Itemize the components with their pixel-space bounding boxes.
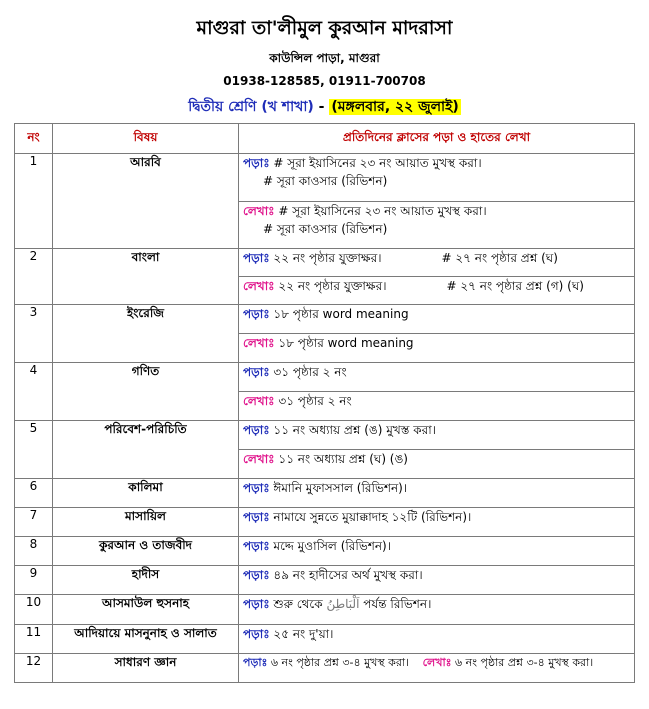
read-text: ১৮ পৃষ্ঠার word meaning [273,307,409,321]
row-subject: পরিবেশ-পরিচিতি [53,421,239,479]
write-label: লেখাঃ [422,656,452,669]
write-text: ৩১ পৃষ্ঠার ২ নং [278,394,352,408]
write-text-2: # সূরা কাওসার (রিভিশন) [263,222,388,236]
header-subject: বিষয় [53,124,239,154]
write-cell [239,277,635,305]
row-subject: কুরআন ও তাজবীদ [53,537,239,566]
school-title: মাগুরা তা'লীমুল কুরআন মাদরাসা [196,17,453,39]
row-number: 5 [15,421,53,479]
row-number: 6 [15,479,53,508]
read-text: ঈমানি মুফাসসাল (রিভিশন)। [273,481,408,495]
read-cell [239,625,635,654]
table-row [15,595,635,625]
row-subject: আদিয়ায়ে মাসনুনাহ ও সালাত [53,625,239,654]
row-number: 1 [15,154,53,249]
read-tail: পর্যন্ত রিভিশন। [363,597,432,611]
row-subject: ইংরেজি [53,305,239,363]
read-label: পড়াঃ [243,423,270,437]
read-label: পড়াঃ [243,156,270,170]
read-label: পড়াঃ [243,251,270,265]
read-label: পড়াঃ [243,656,268,669]
write-text: ২২ নং পৃষ্ঠার যুক্তাক্ষর। [278,279,387,293]
write-text-b: # ২৭ নং পৃষ্ঠার প্রশ্ন (গ) (ঘ) [446,279,584,293]
header-number: নং [15,124,53,154]
read-cell [239,654,635,683]
read-text: ২৫ নং দু'য়া। [273,627,334,641]
read-cell [239,421,635,450]
row-number: 12 [15,654,53,683]
write-text: ১১ নং অধ্যায় প্রশ্ন (ঘ) (ঙ) [278,452,408,466]
row-number: 10 [15,595,53,625]
table-row [15,479,635,508]
row-subject: হাদীস [53,566,239,595]
header-tasks: প্রতিদিনের ক্লাসের পড়া ও হাতের লেখা [239,124,635,154]
class-date-line [0,95,649,119]
read-label: পড়াঃ [243,365,270,379]
read-label: পড়াঃ [243,627,270,641]
row-number: 8 [15,537,53,566]
row-number: 11 [15,625,53,654]
routine-table [14,123,635,683]
row-number: 9 [15,566,53,595]
read-text: ১১ নং অধ্যায় প্রশ্ন (ঙ) মুখস্ত করা। [273,423,436,437]
read-text: ৩১ পৃষ্ঠার ২ নং [273,365,347,379]
read-label: পড়াঃ [243,510,270,524]
read-text-b: # ২৭ নং পৃষ্ঠার প্রশ্ন (ঘ) [441,251,558,265]
write-label: লেখাঃ [243,279,275,293]
read-label: পড়াঃ [243,539,270,553]
row-subject: বাংলা [53,249,239,305]
read-label: পড়াঃ [243,307,270,321]
read-label: পড়াঃ [243,597,270,611]
read-cell [239,508,635,537]
write-cell [239,450,635,479]
row-subject: মাসায়িল [53,508,239,537]
table-row [15,421,635,450]
read-cell [239,363,635,392]
read-cell [239,566,635,595]
read-text: নামাযে সুন্নতে মুয়াক্কাদাহ ১২টি (রিভিশন)। [273,510,472,524]
table-row [15,566,635,595]
read-cell [239,537,635,566]
read-text: ২২ নং পৃষ্ঠার যুক্তাক্ষর। [273,251,382,265]
row-subject: কালিমা [53,479,239,508]
read-text-2: # সূরা কাওসার (রিভিশন) [263,174,388,188]
row-number: 7 [15,508,53,537]
table-row [15,249,635,277]
read-cell [239,249,635,277]
date-highlight: (মঙ্গলবার, ২২ জুলাই) [331,99,459,115]
table-row [15,537,635,566]
row-subject: সাধারণ জ্ঞান [53,654,239,683]
read-cell [239,479,635,508]
row-number: 4 [15,363,53,421]
table-row [15,363,635,392]
write-label: লেখাঃ [243,336,275,350]
row-subject: আসমাউল হুসনাহ [53,595,239,625]
read-text: শুরু থেকে [273,597,323,611]
read-label: পড়াঃ [243,568,270,582]
phone-numbers: 01938-128585, 01911-700708 [223,74,426,88]
write-text: ১৮ পৃষ্ঠার word meaning [278,336,414,350]
row-number: 3 [15,305,53,363]
table-row [15,305,635,334]
table-header-row [15,124,635,154]
read-label: পড়াঃ [243,481,270,495]
separator-dash: - [313,99,330,115]
table-row [15,508,635,537]
read-text: ৬ নং পৃষ্ঠার প্রশ্ন ৩-৪ মুখস্থ করা। [270,656,410,669]
write-cell [239,202,635,249]
read-text: মদ্দে মুওাসিল (রিভিশন)। [273,539,392,553]
row-number: 2 [15,249,53,305]
class-name: দ্বিতীয় শ্রেণি (খ শাখা) [188,99,314,115]
write-text: ৬ নং পৃষ্ঠার প্রশ্ন ৩-৪ মুখস্থ করা। [455,656,594,669]
table-row [15,654,635,683]
read-text: ৪৯ নং হাদীসের অর্থ মুখস্থ করা। [273,568,423,582]
table-row [15,625,635,654]
write-label: লেখাঃ [243,452,275,466]
read-text: # সূরা ইয়াসিনের ২৩ নং আয়াত মুখস্থ করা। [273,156,482,170]
school-address: কাউন্সিল পাড়া, মাগুরা [269,51,380,65]
write-label: লেখাঃ [243,204,275,218]
row-subject: আরবি [53,154,239,249]
read-cell [239,154,635,202]
read-cell [239,305,635,334]
row-subject: গণিত [53,363,239,421]
write-cell [239,334,635,363]
table-row [15,154,635,202]
write-text: # সূরা ইয়াসিনের ২৩ নং আয়াত মুখস্থ করা। [278,204,487,218]
write-label: লেখাঃ [243,394,275,408]
arabic-name: اَلْبَاطِنُ [326,597,360,611]
read-cell [239,595,635,625]
write-cell [239,392,635,421]
